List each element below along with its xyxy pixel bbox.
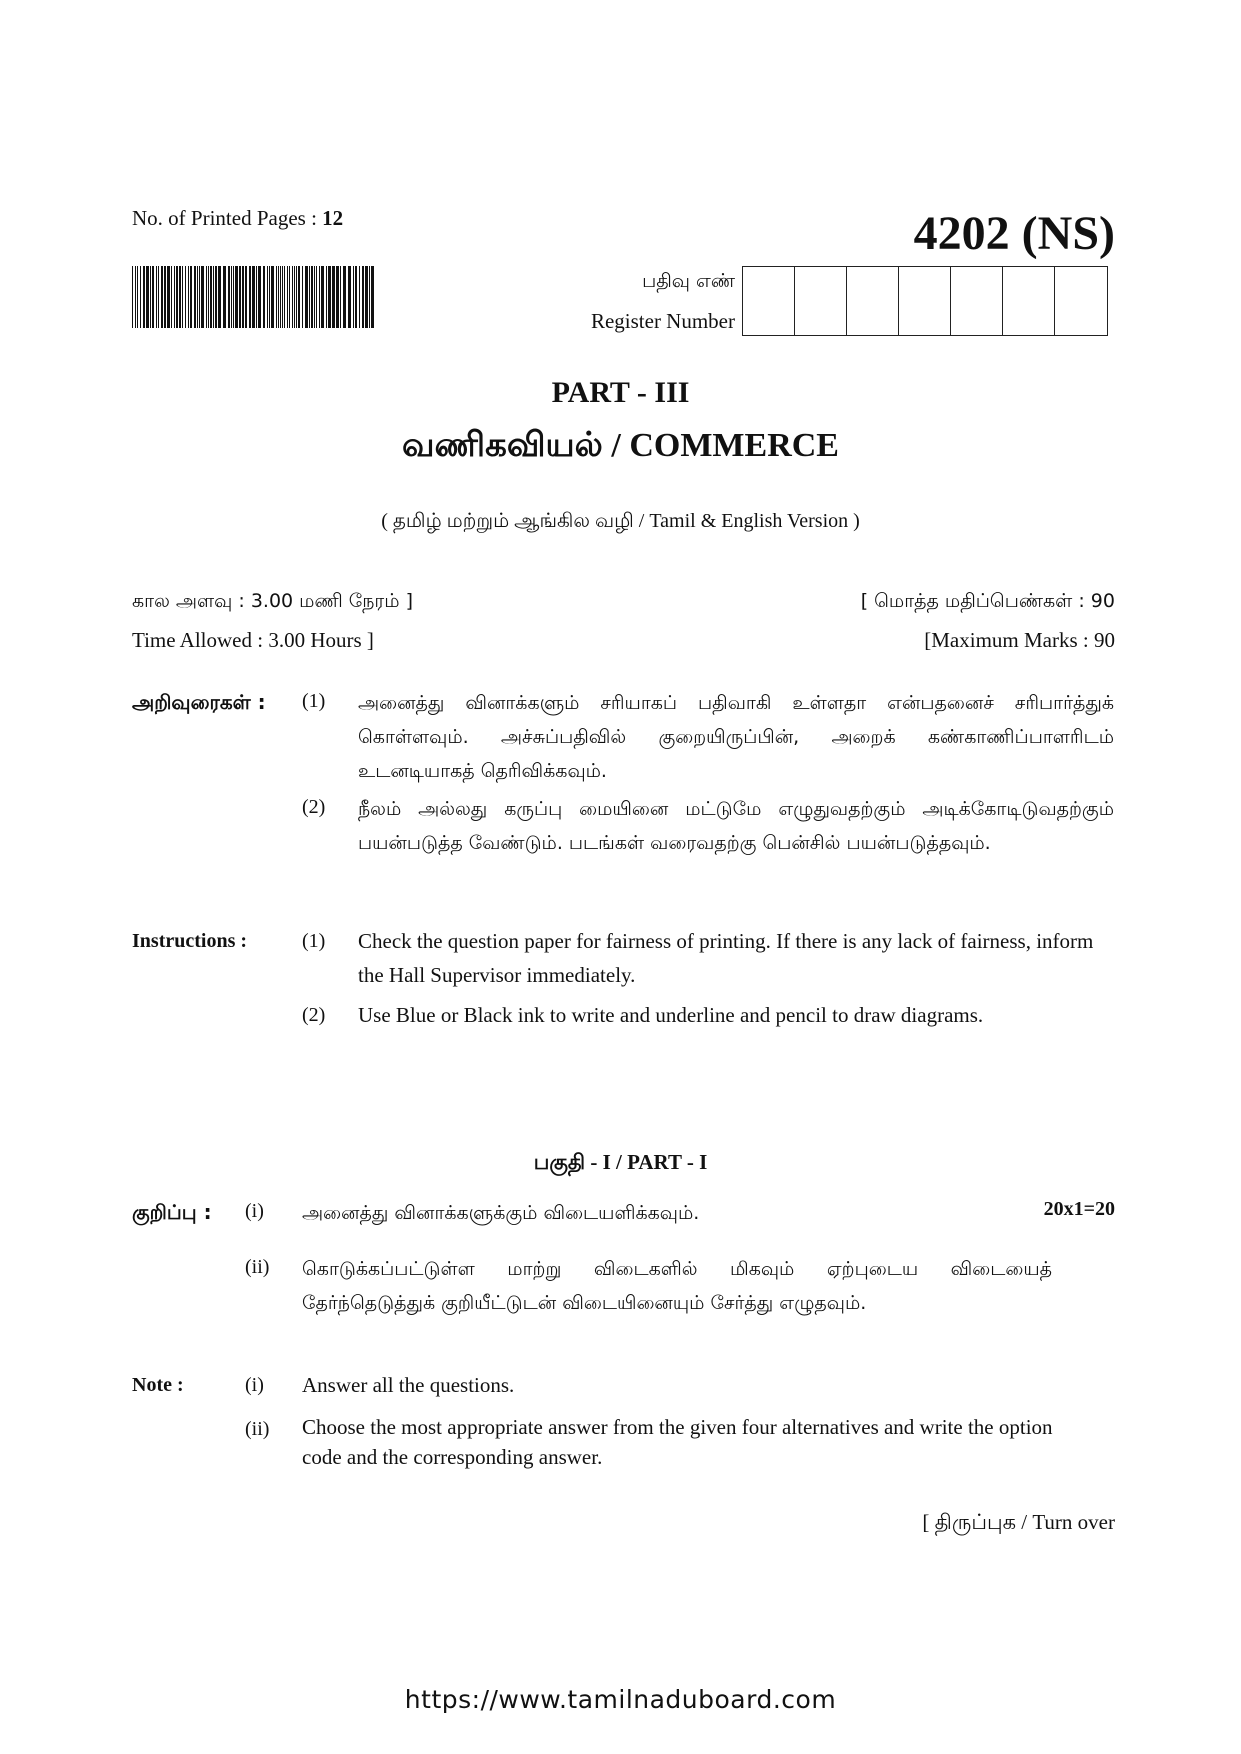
note-number: (i) <box>245 1374 264 1396</box>
instructions-tamil-label: அறிவுரைகள் : <box>132 690 266 714</box>
max-marks-tamil: [ மொத்த மதிப்பெண்கள் : 90 <box>860 590 1115 612</box>
register-digit-box[interactable] <box>1055 267 1107 335</box>
time-allowed-english: Time Allowed : 3.00 Hours ] <box>132 628 374 652</box>
barcode-icon <box>132 266 375 328</box>
subject-title: வணிகவியல் / COMMERCE <box>401 427 839 464</box>
instruction-english-1: Check the question paper for fairness of printing. If there is any lack of fairness, inform the Hall Supervisor immediately. <box>358 929 1094 987</box>
note-number: (ii) <box>245 1418 270 1440</box>
marks-scheme: 20x1=20 <box>1043 1198 1115 1220</box>
register-digit-box[interactable] <box>743 267 795 335</box>
note-tamil-2: கொடுக்கப்பட்டுள்ள மாற்று விடைகளில் மிகவும் ஏற்புடைய விடையைத் தேர்ந்தெடுத்துக் குறியீட்டுடன் விடையினையும் சேர்த்து எழுதவும். <box>302 1258 1052 1314</box>
note-english-2: Choose the most appropriate answer from the given four alternatives and write the option code and the corresponding answer. <box>302 1415 1053 1469</box>
turn-over: [ திருப்புக / Turn over <box>922 1510 1115 1534</box>
instruction-number: (1) <box>302 930 326 952</box>
paper-code: 4202 (NS) <box>913 207 1115 260</box>
instruction-number: (1) <box>302 690 326 712</box>
part-title: PART - III <box>551 376 690 409</box>
register-digit-box[interactable] <box>1003 267 1055 335</box>
note-english-label: Note : <box>132 1374 184 1396</box>
note-english-1: Answer all the questions. <box>302 1373 515 1397</box>
part-one-heading: பகுதி - I / PART - I <box>533 1150 708 1174</box>
note-number: (i) <box>245 1200 264 1222</box>
medium-version: ( தமிழ் மற்றும் ஆங்கில வழி / Tamil & English Version ) <box>381 510 860 532</box>
instruction-tamil-1: அனைத்து வினாக்களும் சரியாகப் பதிவாகி உள்ளதா என்பதனைச் சரிபார்த்துக் கொள்ளவும். அச்சுப்பதிவில் குறையிருப்பின், அறைக் கண்காணிப்பாளரிடம் உடனடியாகத் தெரிவிக்கவும். <box>358 692 1114 782</box>
register-digit-box[interactable] <box>847 267 899 335</box>
time-allowed-tamil: கால அளவு : 3.00 மணி நேரம் ] <box>132 590 413 612</box>
note-tamil-1: அனைத்து வினாக்களுக்கும் விடையளிக்கவும். <box>302 1202 700 1224</box>
register-digit-box[interactable] <box>795 267 847 335</box>
register-label-tamil: பதிவு எண் <box>642 270 735 292</box>
footer-url[interactable]: https://www.tamilnaduboard.com <box>404 1685 837 1714</box>
note-tamil-label: குறிப்பு : <box>132 1200 212 1224</box>
max-marks-english: [Maximum Marks : 90 <box>924 628 1115 652</box>
printed-pages-label: No. of Printed Pages : <box>132 206 323 230</box>
printed-pages-value: 12 <box>322 206 344 230</box>
register-label-english: Register Number <box>590 309 735 333</box>
register-number-boxes[interactable] <box>742 266 1108 336</box>
printed-pages <box>132 206 343 231</box>
instruction-english-2: Use Blue or Black ink to write and underline and pencil to draw diagrams. <box>358 1003 984 1027</box>
register-digit-box[interactable] <box>951 267 1003 335</box>
register-digit-box[interactable] <box>899 267 951 335</box>
instruction-tamil-2: நீலம் அல்லது கருப்பு மையினை மட்டுமே எழுதுவதற்கும் அடிக்கோடிடுவதற்கும் பயன்படுத்த வேண்டும். படங்கள் வரைவதற்கு பென்சில் பயன்படுத்தவும். <box>358 798 1114 854</box>
instructions-english-label: Instructions : <box>132 930 248 952</box>
note-number: (ii) <box>245 1256 270 1278</box>
instruction-number: (2) <box>302 1004 326 1026</box>
instruction-number: (2) <box>302 796 326 818</box>
